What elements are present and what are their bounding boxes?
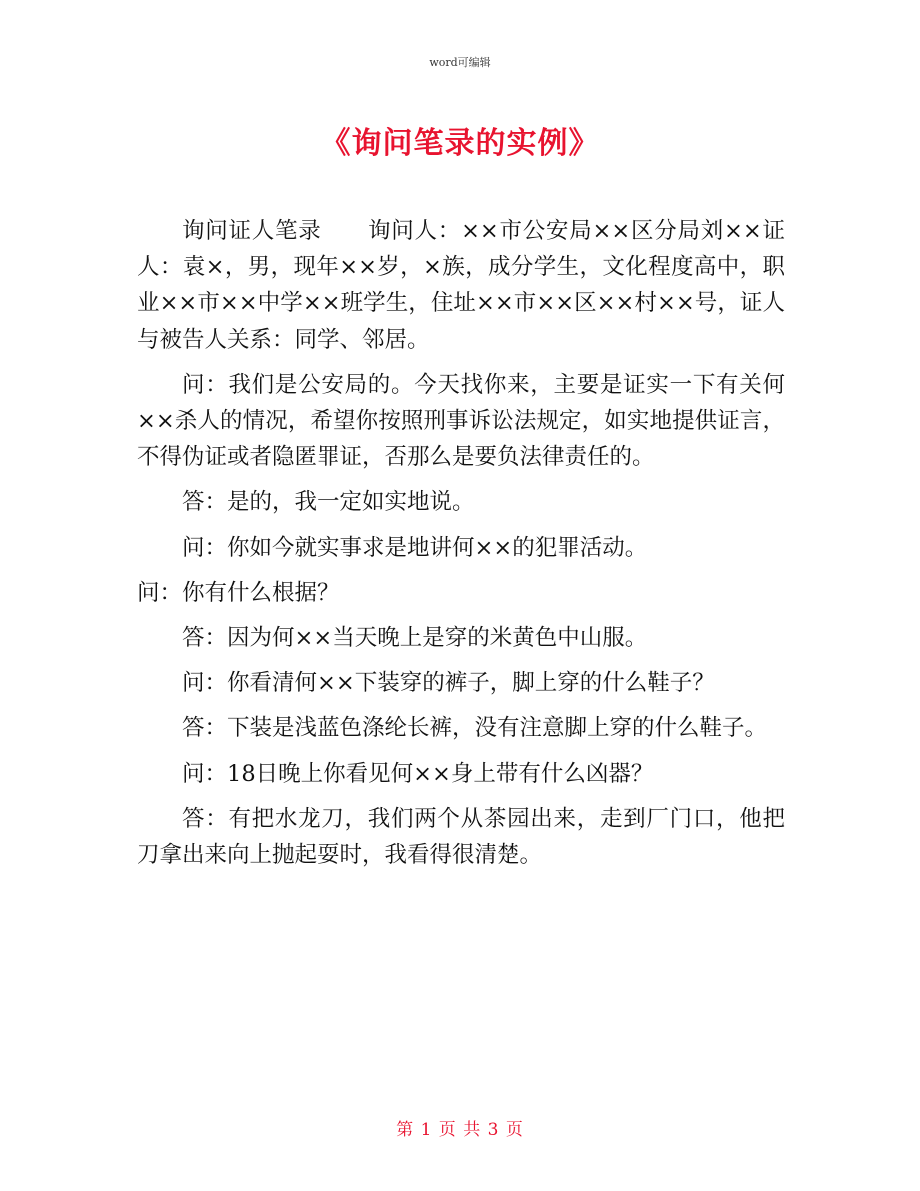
paragraph-answer-5: 答：有把水龙刀，我们两个从茶园出来，走到厂门口，他把刀拿出来向上抛起耍时，我看得很清楚。: [137, 805, 785, 869]
paragraph-answer-1: 答：是的，我一定如实地说。: [182, 489, 475, 516]
paragraph-question-4: 问：你看清何××下装穿的裤子，脚上穿的什么鞋子？: [182, 670, 715, 697]
paragraph-question-3: 问：你有什么根据？: [137, 579, 340, 606]
paragraph-question-5: 问：18日晚上你看见何××身上带有什么凶器？: [182, 760, 654, 787]
paragraph-witness-record: 询问证人笔录 询问人：××市公安局××区分局刘××证人：袁×，男，现年××岁，×族，成分学生，文化程度高中，职业××市××中学××班学生，住址××市××区××村××号，证人与被告人关系：同学、邻居。: [137, 218, 785, 353]
document-body: [137, 213, 785, 873]
paragraph-question-2: 问：你如今就实事求是地讲何××的犯罪活动。: [182, 534, 648, 561]
page-number: 第 1 页 共 3 页: [396, 1120, 524, 1140]
paragraph-question-1: 问：我们是公安局的。今天找你来，主要是证实一下有关何××杀人的情况，希望你按照刑事诉讼法规定，如实地提供证言，不得伪证或者隐匿罪证，否那么是要负法律责任的。: [137, 371, 785, 471]
document-title: 《询问笔录的实例》: [320, 126, 600, 161]
paragraph-answer-4: 答：下装是浅蓝色涤纶长裤，没有注意脚上穿的什么鞋子。: [182, 715, 768, 742]
paragraph-answer-3: 答：因为何××当天晚上是穿的米黄色中山服。: [182, 625, 648, 652]
header-note: word可编辑: [429, 56, 491, 69]
